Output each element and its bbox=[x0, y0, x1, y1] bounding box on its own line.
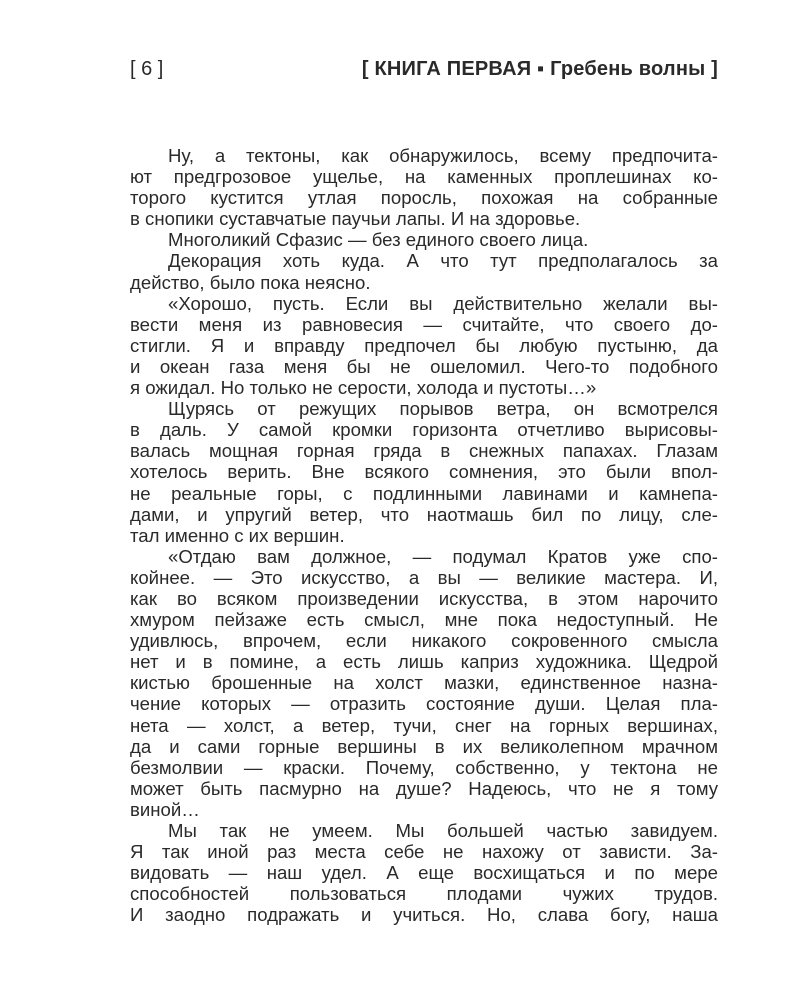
paragraph bbox=[130, 820, 718, 925]
text-line: я ожидал. Но только не серости, холода и пустоты…» bbox=[130, 377, 597, 399]
text-line: нет и в помине, а есть лишь каприз художника. Щедрой bbox=[130, 651, 718, 673]
text-line: «Хорошо, пусть. Если вы действительно желали вы- bbox=[168, 292, 718, 314]
text-line: дами, и упругий ветер, что наотмашь бил по лицу, сле- bbox=[130, 503, 718, 525]
text-line: в снопики суставчатые паучьи лапы. И на здоровье. bbox=[130, 208, 581, 230]
text-line: способностей пользоваться плодами чужих трудов. bbox=[130, 883, 718, 905]
paragraph bbox=[130, 250, 718, 292]
text-line: нета — холст, а ветер, тучи, снег на горных вершинах, bbox=[130, 714, 718, 736]
text-line: Щурясь от режущих порывов ветра, он всмотрелся bbox=[168, 398, 718, 420]
text-line: кистью брошенные на холст мазки, единственное назна- bbox=[130, 672, 718, 694]
text-line: Я так иной раз места себе не нахожу от зависти. За- bbox=[130, 841, 718, 863]
text-line: валась мощная горная гряда в снежных папахах. Глазам bbox=[130, 440, 718, 462]
text-line: стигли. Я и вправду предпочел бы любую пустыню, да bbox=[130, 334, 718, 356]
text-line: действо, было пока неясно. bbox=[130, 271, 371, 293]
paragraph bbox=[130, 145, 718, 229]
text-line: И заодно подражать и учиться. Но, слава богу, наша bbox=[130, 904, 718, 926]
text-line: Декорация хоть куда. А что тут предполагалось за bbox=[168, 250, 718, 272]
text-line: да и сами горные вершины в их великолепном мрачном bbox=[130, 735, 718, 757]
text-line: не реальные горы, с подлинными лавинами и камнепа- bbox=[130, 482, 718, 504]
text-line: ют предгрозовое ущелье, на каменных проплешинах ко- bbox=[130, 166, 718, 188]
text-line: чение которых — отразить состояние души. Целая пла- bbox=[130, 693, 718, 715]
text-line: торого кустится утлая поросль, похожая на собранные bbox=[130, 187, 718, 209]
text-line: виной… bbox=[130, 798, 200, 820]
text-line: удивлюсь, впрочем, если никакого сокровенного смысла bbox=[130, 630, 718, 652]
text-line: «Отдаю вам должное, — подумал Кратов уже спо- bbox=[168, 545, 718, 567]
body-text bbox=[130, 145, 718, 925]
page-number: [ 6 ] bbox=[130, 58, 164, 80]
text-line: в даль. У самой кромки горизонта отчетливо вырисовы- bbox=[130, 419, 718, 441]
text-line: и океан газа меня бы не ошеломил. Чего-то подобного bbox=[130, 355, 718, 377]
text-line: тал именно с их вершин. bbox=[130, 524, 345, 546]
text-line: койнее. — Это искусство, а вы — великие мастера. И, bbox=[130, 566, 718, 588]
paragraph bbox=[130, 546, 718, 820]
text-line: вести меня из равновесия — считайте, что своего до- bbox=[130, 313, 718, 335]
text-line: видовать — наш удел. А еще восхищаться и по мере bbox=[130, 862, 718, 884]
text-line: хотелось верить. Вне всякого сомнения, это были впол- bbox=[130, 461, 718, 483]
text-line: может быть пасмурно на душе? Надеюсь, что не я тому bbox=[130, 777, 718, 799]
text-line: безмолвии — краски. Почему, собственно, у тектона не bbox=[130, 756, 718, 778]
text-line: хмуром пейзаже есть смысл, мне пока недоступный. Не bbox=[130, 609, 718, 631]
paragraph bbox=[130, 293, 718, 398]
text-line: Многоликий Сфазис — без единого своего лица. bbox=[168, 229, 589, 251]
paragraph bbox=[130, 398, 718, 546]
text-line: Мы так не умеем. Мы большей частью завидуем. bbox=[168, 820, 718, 841]
running-header bbox=[130, 58, 718, 86]
text-line: как во всяком произведении искусства, в этом нарочито bbox=[130, 587, 718, 609]
running-title: [ КНИГА ПЕРВАЯ ▪ Гребень волны ] bbox=[361, 58, 718, 80]
text-line: Ну, а тектоны, как обнаружилось, всему предпочита- bbox=[168, 145, 718, 166]
paragraph bbox=[130, 229, 718, 250]
